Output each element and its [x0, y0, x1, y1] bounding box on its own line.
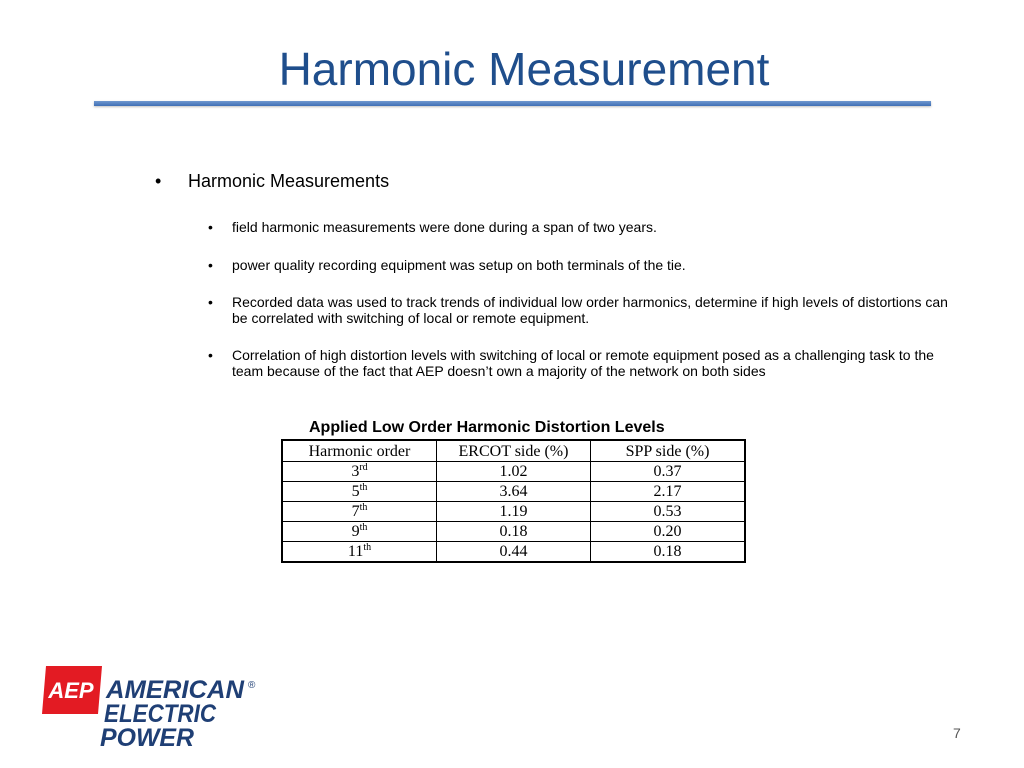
spp-value-cell: 0.18: [591, 542, 746, 563]
harmonic-order-cell: 5th: [282, 482, 437, 502]
table-row: [282, 522, 745, 542]
spp-value-cell: 0.37: [591, 462, 746, 482]
spp-value-cell: 2.17: [591, 482, 746, 502]
logo-mark-text: AEP: [48, 678, 94, 703]
sub-bullet-text: Recorded data was used to track trends of individual low order harmonics, determine if high levels of distortions can be correlated with switching of local or remote equipment.: [232, 294, 948, 326]
logo-line-electric: ELECTRIC: [104, 700, 217, 728]
bullet-dot: •: [155, 171, 162, 191]
harmonic-order-cell: 3rd: [282, 462, 437, 482]
table-header-row: [282, 440, 745, 462]
bullet-dot: •: [208, 347, 213, 363]
column-header: ERCOT side (%): [437, 440, 591, 462]
column-header: Harmonic order: [282, 440, 437, 462]
table-caption: Applied Low Order Harmonic Distortion Levels: [309, 419, 665, 436]
aep-logo: [42, 664, 262, 748]
ercot-value-cell: 0.18: [437, 522, 591, 542]
table-row: [282, 542, 745, 563]
table-row: [282, 462, 745, 482]
ercot-value-cell: 1.19: [437, 502, 591, 522]
ercot-value-cell: 0.44: [437, 542, 591, 563]
sub-bullet-text: Correlation of high distortion levels with switching of local or remote equipment posed as a challenging task to the team because of the fact that AEP doesn’t own a majority of the network on both sides: [232, 347, 934, 379]
spp-value-cell: 0.53: [591, 502, 746, 522]
slide-title: Harmonic Measurement: [278, 43, 770, 95]
ercot-value-cell: 1.02: [437, 462, 591, 482]
harmonic-table: [281, 439, 746, 563]
harmonic-order-cell: 11th: [282, 542, 437, 563]
sub-bullet-text: power quality recording equipment was setup on both terminals of the tie.: [232, 257, 686, 273]
column-header: SPP side (%): [591, 440, 746, 462]
sub-bullet-text: field harmonic measurements were done during a span of two years.: [232, 219, 657, 235]
logo-line-power: POWER: [100, 724, 194, 748]
bullet-dot: •: [208, 294, 213, 310]
spp-value-cell: 0.20: [591, 522, 746, 542]
table-row: [282, 502, 745, 522]
harmonic-order-cell: 9th: [282, 522, 437, 542]
bullet-dot: •: [208, 219, 213, 235]
harmonic-order-cell: 7th: [282, 502, 437, 522]
ercot-value-cell: 3.64: [437, 482, 591, 502]
table-row: [282, 482, 745, 502]
bullet-dot: •: [208, 257, 213, 273]
logo-line-american: AMERICAN: [104, 676, 245, 704]
main-bullet-text: Harmonic Measurements: [188, 171, 390, 191]
logo-registered-mark: ®: [248, 680, 256, 691]
title-divider: [94, 101, 931, 106]
page-number: 7: [953, 725, 961, 741]
